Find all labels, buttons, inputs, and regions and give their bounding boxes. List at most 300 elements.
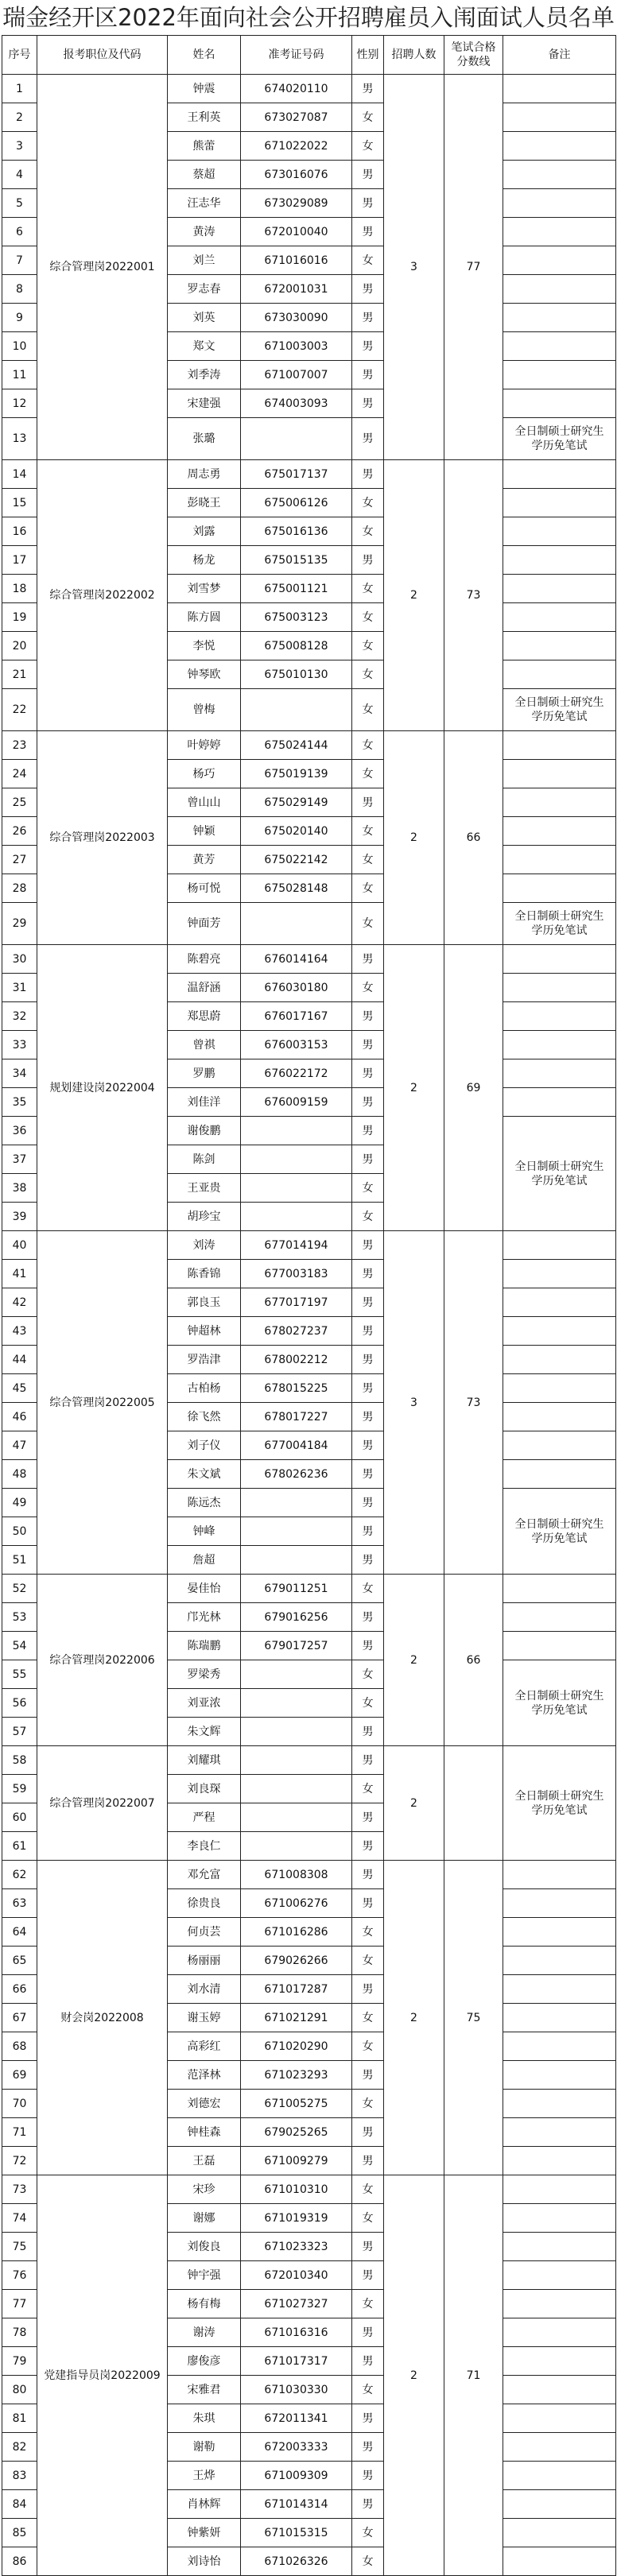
exam-number — [241, 1775, 352, 1803]
gender: 男 — [352, 75, 384, 103]
remark-cell — [503, 1260, 616, 1288]
exam-number: 674020110 — [241, 75, 352, 103]
candidate-name: 罗梁秀 — [168, 1660, 241, 1689]
row-number: 20 — [2, 632, 37, 660]
gender: 女 — [352, 1947, 384, 1975]
gender: 男 — [352, 1059, 384, 1088]
gender: 女 — [352, 1918, 384, 1947]
header-row — [2, 36, 616, 75]
position-code: 综合管理岗2022006 — [37, 1575, 168, 1746]
row-number: 76 — [2, 2261, 37, 2290]
remark-cell — [503, 218, 616, 246]
hiring-quota: 2 — [384, 1746, 444, 1861]
row-number: 82 — [2, 2433, 37, 2462]
header-gender: 性别 — [352, 36, 384, 75]
candidate-name: 杨巧 — [168, 760, 241, 788]
remark-cell — [503, 2490, 616, 2519]
remark-cell — [503, 75, 616, 103]
gender: 男 — [352, 2404, 384, 2433]
gender: 男 — [352, 2490, 384, 2519]
gender: 男 — [352, 546, 384, 575]
row-number: 40 — [2, 1231, 37, 1260]
gender: 男 — [352, 2061, 384, 2090]
candidate-name: 黄芳 — [168, 846, 241, 874]
candidate-name: 刘水清 — [168, 1975, 241, 2004]
gender: 女 — [352, 2519, 384, 2547]
remark-cell — [503, 1746, 616, 1861]
gender: 男 — [352, 1288, 384, 1317]
remark-cell — [503, 2290, 616, 2318]
candidate-name: 郑思蔚 — [168, 1002, 241, 1031]
candidate-name: 陈方圆 — [168, 603, 241, 632]
exam-number: 678017227 — [241, 1403, 352, 1431]
exam-number: 678002212 — [241, 1346, 352, 1374]
candidate-name: 邝光林 — [168, 1603, 241, 1632]
remark-cell — [503, 1403, 616, 1431]
remark-text: 全日制硕士研究生学历免笔试 — [514, 425, 604, 452]
gender: 男 — [352, 1546, 384, 1575]
exam-number — [241, 1746, 352, 1775]
gender: 女 — [352, 1775, 384, 1803]
gender: 男 — [352, 1489, 384, 1517]
remark-cell — [503, 460, 616, 489]
gender: 女 — [352, 2376, 384, 2404]
row-number: 14 — [2, 460, 37, 489]
roster-table-body — [2, 75, 616, 2576]
gender: 女 — [352, 2004, 384, 2032]
candidate-name: 何贞芸 — [168, 1918, 241, 1947]
gender: 男 — [352, 1374, 384, 1403]
candidate-name: 李悦 — [168, 632, 241, 660]
header-quota: 招聘人数 — [384, 36, 444, 75]
exam-number: 674003093 — [241, 389, 352, 418]
exam-number — [241, 1117, 352, 1145]
remark-cell — [503, 1861, 616, 1889]
remark-cell — [503, 2118, 616, 2147]
exam-number: 679025265 — [241, 2118, 352, 2147]
row-number: 10 — [2, 332, 37, 361]
position-code: 综合管理岗2022005 — [37, 1231, 168, 1575]
remark-cell — [503, 389, 616, 418]
table-row — [2, 1746, 616, 1775]
gender: 女 — [352, 489, 384, 517]
candidate-name: 钟震 — [168, 75, 241, 103]
exam-number: 678026236 — [241, 1460, 352, 1489]
candidate-name: 刘佳洋 — [168, 1088, 241, 1117]
remark-cell — [503, 788, 616, 817]
exam-number: 675029149 — [241, 788, 352, 817]
gender: 男 — [352, 1861, 384, 1889]
gender: 男 — [352, 1403, 384, 1431]
row-number: 26 — [2, 817, 37, 846]
exam-number — [241, 418, 352, 460]
exam-number: 671016016 — [241, 246, 352, 275]
exam-number: 677014194 — [241, 1231, 352, 1260]
row-number: 50 — [2, 1517, 37, 1546]
row-number: 29 — [2, 903, 37, 945]
remark-cell — [503, 1374, 616, 1403]
candidate-name: 刘季涛 — [168, 361, 241, 389]
remark-cell — [503, 1031, 616, 1059]
candidate-name: 晏佳怡 — [168, 1575, 241, 1603]
row-number: 32 — [2, 1002, 37, 1031]
exam-number — [241, 1203, 352, 1231]
gender: 女 — [352, 2032, 384, 2061]
exam-number: 671005275 — [241, 2090, 352, 2118]
gender: 男 — [352, 361, 384, 389]
row-number: 55 — [2, 1660, 37, 1689]
candidate-name: 刘俊良 — [168, 2233, 241, 2261]
row-number: 63 — [2, 1889, 37, 1918]
candidate-name: 宋雅君 — [168, 2376, 241, 2404]
candidate-name: 钟超林 — [168, 1317, 241, 1346]
candidate-name: 朱文斌 — [168, 1460, 241, 1489]
gender: 女 — [352, 2547, 384, 2576]
row-number: 74 — [2, 2204, 37, 2233]
gender: 男 — [352, 1460, 384, 1489]
row-number: 58 — [2, 1746, 37, 1775]
candidate-name: 钟颖 — [168, 817, 241, 846]
candidate-name: 罗志春 — [168, 275, 241, 304]
remark-cell — [503, 489, 616, 517]
row-number: 39 — [2, 1203, 37, 1231]
row-number: 75 — [2, 2233, 37, 2261]
gender: 女 — [352, 1689, 384, 1718]
cutoff-score: 69 — [444, 945, 503, 1231]
exam-number: 671008308 — [241, 1861, 352, 1889]
row-number: 86 — [2, 2547, 37, 2576]
remark-cell — [503, 2090, 616, 2118]
remark-cell — [503, 1231, 616, 1260]
row-number: 23 — [2, 731, 37, 760]
remark-cell — [503, 2061, 616, 2090]
remark-cell — [503, 2547, 616, 2576]
exam-number: 671030330 — [241, 2376, 352, 2404]
row-number: 11 — [2, 361, 37, 389]
exam-number: 673029089 — [241, 189, 352, 218]
hiring-quota: 2 — [384, 1575, 444, 1746]
gender: 男 — [352, 2462, 384, 2490]
exam-number: 671023323 — [241, 2233, 352, 2261]
exam-number: 672010340 — [241, 2261, 352, 2290]
row-number: 62 — [2, 1861, 37, 1889]
table-row — [2, 2175, 616, 2204]
gender: 女 — [352, 1174, 384, 1203]
candidate-name: 罗鹏 — [168, 1059, 241, 1088]
exam-number: 671027327 — [241, 2290, 352, 2318]
remark-cell — [503, 731, 616, 760]
row-number: 38 — [2, 1174, 37, 1203]
row-number: 21 — [2, 660, 37, 689]
row-number: 19 — [2, 603, 37, 632]
candidate-name: 徐贵良 — [168, 1889, 241, 1918]
row-number: 27 — [2, 846, 37, 874]
row-number: 35 — [2, 1088, 37, 1117]
candidate-name: 刘子仪 — [168, 1431, 241, 1460]
row-number: 79 — [2, 2347, 37, 2376]
remark-cell — [503, 2204, 616, 2233]
row-number: 52 — [2, 1575, 37, 1603]
remark-cell — [503, 689, 616, 731]
remark-cell — [503, 632, 616, 660]
candidate-name: 温舒涵 — [168, 974, 241, 1002]
exam-number: 672003333 — [241, 2433, 352, 2462]
candidate-name: 谢勒 — [168, 2433, 241, 2462]
position-code: 综合管理岗2022001 — [37, 75, 168, 460]
row-number: 81 — [2, 2404, 37, 2433]
exam-number: 671023293 — [241, 2061, 352, 2090]
table-row — [2, 1861, 616, 1889]
exam-number: 675008128 — [241, 632, 352, 660]
row-number: 48 — [2, 1460, 37, 1489]
remark-cell — [503, 1431, 616, 1460]
header-cutoff-score — [444, 36, 503, 75]
exam-number: 671010310 — [241, 2175, 352, 2204]
row-number: 9 — [2, 304, 37, 332]
exam-number: 673030090 — [241, 304, 352, 332]
remark-cell — [503, 1346, 616, 1374]
exam-number: 675019139 — [241, 760, 352, 788]
position-code: 综合管理岗2022003 — [37, 731, 168, 945]
remark-cell — [503, 2233, 616, 2261]
remark-cell — [503, 846, 616, 874]
gender: 男 — [352, 1803, 384, 1832]
gender: 男 — [352, 1088, 384, 1117]
remark-cell — [503, 1460, 616, 1489]
remark-cell — [503, 903, 616, 945]
exam-number: 673027087 — [241, 103, 352, 132]
remark-cell — [503, 2318, 616, 2347]
remark-cell — [503, 1489, 616, 1575]
exam-number: 677017197 — [241, 1288, 352, 1317]
exam-number: 671014314 — [241, 2490, 352, 2519]
table-row — [2, 75, 616, 103]
row-number: 28 — [2, 874, 37, 903]
remark-cell — [503, 546, 616, 575]
row-number: 53 — [2, 1603, 37, 1632]
header-exam-number: 准考证号码 — [241, 36, 352, 75]
gender: 男 — [352, 460, 384, 489]
row-number: 18 — [2, 575, 37, 603]
cutoff-score: 75 — [444, 1861, 503, 2175]
candidate-name: 陈碧亮 — [168, 945, 241, 974]
candidate-name: 熊蕾 — [168, 132, 241, 161]
row-number: 31 — [2, 974, 37, 1002]
remark-cell — [503, 1660, 616, 1746]
exam-number — [241, 1489, 352, 1517]
row-number: 84 — [2, 2490, 37, 2519]
exam-number: 675016136 — [241, 517, 352, 546]
remark-cell — [503, 2347, 616, 2376]
exam-number: 671021291 — [241, 2004, 352, 2032]
gender: 女 — [352, 731, 384, 760]
gender: 男 — [352, 304, 384, 332]
candidate-name: 刘英 — [168, 304, 241, 332]
gender: 男 — [352, 1002, 384, 1031]
candidate-name: 朱文辉 — [168, 1718, 241, 1746]
gender: 男 — [352, 2118, 384, 2147]
candidate-name: 王利英 — [168, 103, 241, 132]
candidate-name: 郑文 — [168, 332, 241, 361]
candidate-name: 刘兰 — [168, 246, 241, 275]
exam-number: 672001031 — [241, 275, 352, 304]
header-position-code: 报考职位及代码 — [37, 36, 168, 75]
row-number: 61 — [2, 1832, 37, 1861]
remark-cell — [503, 2519, 616, 2547]
candidate-name: 刘诗怡 — [168, 2547, 241, 2576]
candidate-name: 周志勇 — [168, 460, 241, 489]
row-number: 43 — [2, 1317, 37, 1346]
remark-cell — [503, 760, 616, 788]
row-number: 56 — [2, 1689, 37, 1718]
exam-number: 679016256 — [241, 1603, 352, 1632]
exam-number: 678027237 — [241, 1317, 352, 1346]
exam-number: 676030180 — [241, 974, 352, 1002]
exam-number: 671009279 — [241, 2147, 352, 2175]
remark-cell — [503, 1575, 616, 1603]
remark-text: 全日制硕士研究生学历免笔试 — [514, 910, 604, 937]
row-number: 85 — [2, 2519, 37, 2547]
remark-text: 全日制硕士研究生学历免笔试 — [514, 1517, 604, 1545]
table-row — [2, 1575, 616, 1603]
row-number: 13 — [2, 418, 37, 460]
gender: 男 — [352, 1317, 384, 1346]
row-number: 5 — [2, 189, 37, 218]
candidate-name: 张璐 — [168, 418, 241, 460]
gender: 男 — [352, 332, 384, 361]
table-header — [2, 36, 616, 75]
table-row — [2, 945, 616, 974]
header-serial-number: 序号 — [2, 36, 37, 75]
candidate-name: 宋珍 — [168, 2175, 241, 2204]
row-number: 2 — [2, 103, 37, 132]
remark-cell — [503, 1288, 616, 1317]
row-number: 60 — [2, 1803, 37, 1832]
gender: 男 — [352, 1260, 384, 1288]
candidate-name: 刘露 — [168, 517, 241, 546]
gender: 男 — [352, 161, 384, 189]
cutoff-score: 73 — [444, 460, 503, 731]
exam-number: 676022172 — [241, 1059, 352, 1088]
gender: 女 — [352, 517, 384, 546]
gender: 女 — [352, 760, 384, 788]
gender: 男 — [352, 1346, 384, 1374]
gender: 女 — [352, 2204, 384, 2233]
remark-cell — [503, 575, 616, 603]
remark-cell — [503, 2032, 616, 2061]
hiring-quota: 3 — [384, 75, 444, 460]
row-number: 15 — [2, 489, 37, 517]
candidate-name: 胡珍宝 — [168, 1203, 241, 1231]
gender: 女 — [352, 660, 384, 689]
remark-text: 全日制硕士研究生学历免笔试 — [514, 1160, 604, 1187]
remark-cell — [503, 304, 616, 332]
position-code: 党建指导员岗2022009 — [37, 2175, 168, 2576]
remark-cell — [503, 1059, 616, 1088]
candidate-name: 陈瑞鹏 — [168, 1632, 241, 1660]
exam-number — [241, 1660, 352, 1689]
row-number: 54 — [2, 1632, 37, 1660]
cutoff-score: 66 — [444, 731, 503, 945]
exam-number: 671022022 — [241, 132, 352, 161]
remark-cell — [503, 874, 616, 903]
candidate-name: 陈剑 — [168, 1145, 241, 1174]
candidate-name: 肖林辉 — [168, 2490, 241, 2519]
remark-cell — [503, 189, 616, 218]
candidate-name: 邓允富 — [168, 1861, 241, 1889]
gender: 男 — [352, 945, 384, 974]
exam-number: 678015225 — [241, 1374, 352, 1403]
candidate-name: 刘耀琪 — [168, 1746, 241, 1775]
exam-number: 675020140 — [241, 817, 352, 846]
candidate-name: 徐飞然 — [168, 1403, 241, 1431]
candidate-name: 钟峰 — [168, 1517, 241, 1546]
row-number: 7 — [2, 246, 37, 275]
row-number: 30 — [2, 945, 37, 974]
candidate-name: 杨丽丽 — [168, 1947, 241, 1975]
remark-cell — [503, 1088, 616, 1117]
remark-cell — [503, 517, 616, 546]
row-number: 17 — [2, 546, 37, 575]
row-number: 59 — [2, 1775, 37, 1803]
row-number: 71 — [2, 2118, 37, 2147]
gender: 男 — [352, 1231, 384, 1260]
exam-number: 671017317 — [241, 2347, 352, 2376]
exam-number: 679026266 — [241, 1947, 352, 1975]
gender: 男 — [352, 275, 384, 304]
gender: 女 — [352, 2090, 384, 2118]
remark-cell — [503, 974, 616, 1002]
candidate-name: 刘雪梦 — [168, 575, 241, 603]
candidate-name: 严程 — [168, 1803, 241, 1832]
hiring-quota: 2 — [384, 731, 444, 945]
row-number: 78 — [2, 2318, 37, 2347]
exam-number: 675010130 — [241, 660, 352, 689]
remark-cell — [503, 2004, 616, 2032]
remark-cell — [503, 2433, 616, 2462]
candidate-name: 陈远杰 — [168, 1489, 241, 1517]
hiring-quota: 2 — [384, 460, 444, 731]
exam-number — [241, 1174, 352, 1203]
candidate-name: 杨可悦 — [168, 874, 241, 903]
position-code: 综合管理岗2022002 — [37, 460, 168, 731]
exam-number — [241, 1145, 352, 1174]
page-title: 瑞金经开区2022年面向社会公开招聘雇员入闱面试人员名单 — [2, 4, 615, 31]
exam-number: 671020290 — [241, 2032, 352, 2061]
exam-number: 675024144 — [241, 731, 352, 760]
remark-cell — [503, 1117, 616, 1231]
exam-number: 676014164 — [241, 945, 352, 974]
gender: 男 — [352, 1975, 384, 2004]
exam-number — [241, 1689, 352, 1718]
exam-number: 676003153 — [241, 1031, 352, 1059]
remark-cell — [503, 418, 616, 460]
gender: 男 — [352, 2347, 384, 2376]
row-number: 3 — [2, 132, 37, 161]
table-row — [2, 731, 616, 760]
row-number: 68 — [2, 2032, 37, 2061]
cutoff-score: 66 — [444, 1575, 503, 1746]
gender: 男 — [352, 788, 384, 817]
row-number: 4 — [2, 161, 37, 189]
gender: 女 — [352, 603, 384, 632]
row-number: 25 — [2, 788, 37, 817]
hiring-quota: 3 — [384, 1231, 444, 1575]
gender: 女 — [352, 817, 384, 846]
remark-cell — [503, 275, 616, 304]
header-cutoff-score-label: 笔试合格分数线 — [451, 41, 496, 68]
row-number: 73 — [2, 2175, 37, 2204]
